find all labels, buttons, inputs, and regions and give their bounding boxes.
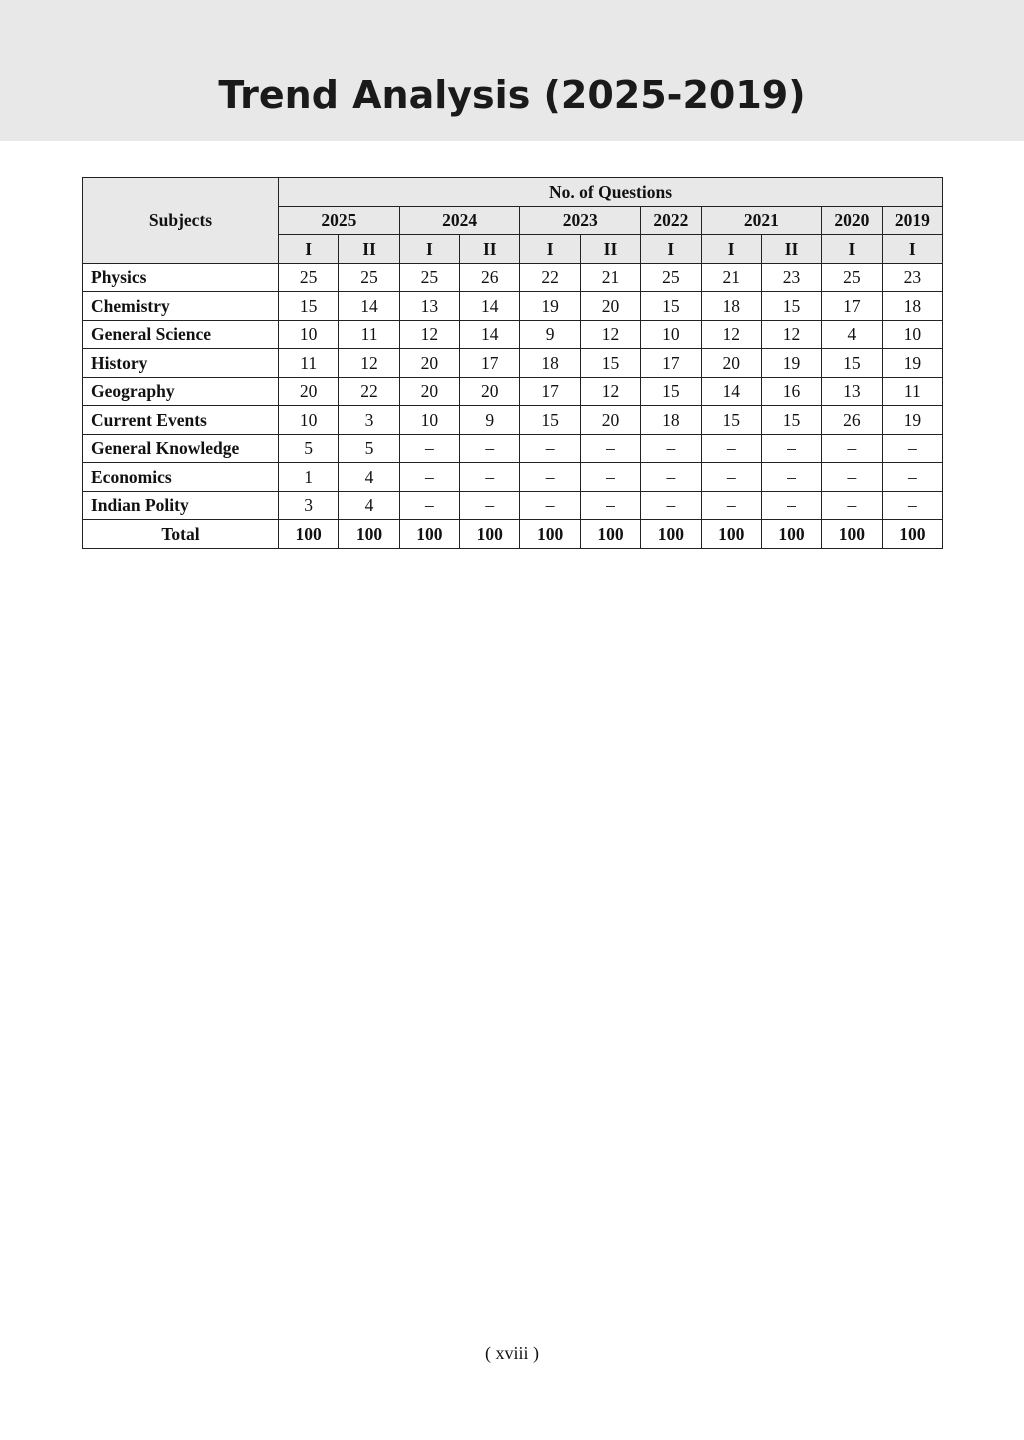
table-row xyxy=(83,434,943,463)
value-cell: 100 xyxy=(339,520,399,549)
total-row xyxy=(83,520,943,549)
value-cell: 15 xyxy=(641,292,701,321)
value-cell: 3 xyxy=(279,491,339,520)
value-cell: 15 xyxy=(520,406,580,435)
value-cell: 21 xyxy=(701,263,761,292)
value-cell: 25 xyxy=(399,263,459,292)
value-cell: 17 xyxy=(460,349,520,378)
paper-header-2023-II: II xyxy=(580,235,640,264)
value-cell: 12 xyxy=(399,320,459,349)
value-cell: – xyxy=(399,491,459,520)
value-cell: – xyxy=(520,463,580,492)
value-cell: 19 xyxy=(761,349,821,378)
value-cell: – xyxy=(761,491,821,520)
value-cell: 20 xyxy=(580,292,640,321)
paper-header-2025-II: II xyxy=(339,235,399,264)
value-cell: 14 xyxy=(460,320,520,349)
paper-header-2019-I: I xyxy=(882,235,942,264)
value-cell: 16 xyxy=(761,377,821,406)
paper-header-2020-I: I xyxy=(822,235,882,264)
value-cell: – xyxy=(701,434,761,463)
subject-cell: Geography xyxy=(83,377,279,406)
value-cell: 20 xyxy=(460,377,520,406)
year-header-2021: 2021 xyxy=(701,206,822,235)
table-row xyxy=(83,320,943,349)
value-cell: 5 xyxy=(279,434,339,463)
page-number: ( xviii ) xyxy=(485,1343,539,1363)
paper-header-2024-II: II xyxy=(460,235,520,264)
value-cell: – xyxy=(882,463,942,492)
table-row xyxy=(83,263,943,292)
table-row xyxy=(83,292,943,321)
value-cell: 15 xyxy=(822,349,882,378)
value-cell: 17 xyxy=(641,349,701,378)
year-header-2025: 2025 xyxy=(279,206,400,235)
value-cell: – xyxy=(641,463,701,492)
subject-cell: Indian Polity xyxy=(83,491,279,520)
value-cell: 19 xyxy=(882,349,942,378)
value-cell: – xyxy=(460,434,520,463)
value-cell: 20 xyxy=(580,406,640,435)
value-cell: 19 xyxy=(520,292,580,321)
value-cell: – xyxy=(641,434,701,463)
year-header-2020: 2020 xyxy=(822,206,882,235)
value-cell: 14 xyxy=(339,292,399,321)
year-header-2019: 2019 xyxy=(882,206,942,235)
value-cell: 12 xyxy=(580,377,640,406)
paper-header-2021-I: I xyxy=(701,235,761,264)
table-body xyxy=(83,263,943,548)
value-cell: 100 xyxy=(279,520,339,549)
value-cell: – xyxy=(882,434,942,463)
value-cell: 100 xyxy=(701,520,761,549)
subject-cell: History xyxy=(83,349,279,378)
value-cell: 1 xyxy=(279,463,339,492)
value-cell: – xyxy=(641,491,701,520)
value-cell: 11 xyxy=(279,349,339,378)
value-cell: 20 xyxy=(279,377,339,406)
value-cell: 15 xyxy=(701,406,761,435)
value-cell: – xyxy=(822,434,882,463)
value-cell: – xyxy=(701,491,761,520)
value-cell: 22 xyxy=(520,263,580,292)
year-header-2022: 2022 xyxy=(641,206,701,235)
value-cell: 12 xyxy=(761,320,821,349)
value-cell: – xyxy=(520,434,580,463)
value-cell: 5 xyxy=(339,434,399,463)
value-cell: 25 xyxy=(641,263,701,292)
header-band xyxy=(0,0,1024,141)
paper-header-2025-I: I xyxy=(279,235,339,264)
value-cell: 11 xyxy=(882,377,942,406)
value-cell: 11 xyxy=(339,320,399,349)
value-cell: 18 xyxy=(520,349,580,378)
page-title: Trend Analysis (2025-2019) xyxy=(218,73,806,117)
value-cell: – xyxy=(761,463,821,492)
value-cell: 20 xyxy=(399,377,459,406)
value-cell: 14 xyxy=(701,377,761,406)
value-cell: 21 xyxy=(580,263,640,292)
subject-cell: Economics xyxy=(83,463,279,492)
value-cell: 15 xyxy=(641,377,701,406)
value-cell: – xyxy=(822,491,882,520)
value-cell: 4 xyxy=(822,320,882,349)
value-cell: – xyxy=(460,491,520,520)
subject-cell: General Knowledge xyxy=(83,434,279,463)
subject-cell: Physics xyxy=(83,263,279,292)
value-cell: – xyxy=(580,463,640,492)
subjects-header: Subjects xyxy=(83,178,279,264)
table-row xyxy=(83,349,943,378)
value-cell: – xyxy=(399,463,459,492)
value-cell: – xyxy=(399,434,459,463)
trend-table xyxy=(82,177,943,549)
value-cell: 9 xyxy=(520,320,580,349)
year-header-2024: 2024 xyxy=(399,206,520,235)
value-cell: 100 xyxy=(761,520,821,549)
value-cell: 25 xyxy=(822,263,882,292)
value-cell: 18 xyxy=(882,292,942,321)
value-cell: 22 xyxy=(339,377,399,406)
paper-header-2024-I: I xyxy=(399,235,459,264)
value-cell: – xyxy=(761,434,821,463)
value-cell: 15 xyxy=(761,292,821,321)
subject-cell: Chemistry xyxy=(83,292,279,321)
value-cell: 23 xyxy=(882,263,942,292)
value-cell: – xyxy=(520,491,580,520)
value-cell: 17 xyxy=(520,377,580,406)
value-cell: 10 xyxy=(641,320,701,349)
year-header-2023: 2023 xyxy=(520,206,641,235)
value-cell: 15 xyxy=(279,292,339,321)
questions-header: No. of Questions xyxy=(279,178,943,207)
value-cell: 100 xyxy=(520,520,580,549)
value-cell: 100 xyxy=(460,520,520,549)
value-cell: 26 xyxy=(460,263,520,292)
value-cell: 100 xyxy=(822,520,882,549)
value-cell: 100 xyxy=(580,520,640,549)
value-cell: – xyxy=(701,463,761,492)
value-cell: 4 xyxy=(339,491,399,520)
value-cell: 14 xyxy=(460,292,520,321)
value-cell: 13 xyxy=(399,292,459,321)
value-cell: 9 xyxy=(460,406,520,435)
value-cell: 10 xyxy=(399,406,459,435)
value-cell: 3 xyxy=(339,406,399,435)
value-cell: 100 xyxy=(399,520,459,549)
value-cell: 4 xyxy=(339,463,399,492)
value-cell: – xyxy=(580,491,640,520)
paper-header-2021-II: II xyxy=(761,235,821,264)
value-cell: – xyxy=(882,491,942,520)
value-cell: 25 xyxy=(339,263,399,292)
value-cell: 10 xyxy=(279,320,339,349)
table-row xyxy=(83,491,943,520)
value-cell: 12 xyxy=(580,320,640,349)
value-cell: 10 xyxy=(882,320,942,349)
value-cell: 26 xyxy=(822,406,882,435)
subject-cell: General Science xyxy=(83,320,279,349)
value-cell: 100 xyxy=(882,520,942,549)
subject-cell: Total xyxy=(83,520,279,549)
value-cell: 10 xyxy=(279,406,339,435)
value-cell: – xyxy=(580,434,640,463)
table-row xyxy=(83,463,943,492)
table-row xyxy=(83,377,943,406)
value-cell: 15 xyxy=(580,349,640,378)
value-cell: 100 xyxy=(641,520,701,549)
value-cell: 12 xyxy=(701,320,761,349)
value-cell: 18 xyxy=(641,406,701,435)
value-cell: 19 xyxy=(882,406,942,435)
value-cell: 15 xyxy=(761,406,821,435)
paper-header-2022-I: I xyxy=(641,235,701,264)
value-cell: 18 xyxy=(701,292,761,321)
table-row xyxy=(83,406,943,435)
value-cell: 17 xyxy=(822,292,882,321)
value-cell: 20 xyxy=(399,349,459,378)
value-cell: 12 xyxy=(339,349,399,378)
value-cell: 20 xyxy=(701,349,761,378)
value-cell: 25 xyxy=(279,263,339,292)
value-cell: 13 xyxy=(822,377,882,406)
value-cell: – xyxy=(460,463,520,492)
subject-cell: Current Events xyxy=(83,406,279,435)
value-cell: 23 xyxy=(761,263,821,292)
value-cell: – xyxy=(822,463,882,492)
paper-header-2023-I: I xyxy=(520,235,580,264)
